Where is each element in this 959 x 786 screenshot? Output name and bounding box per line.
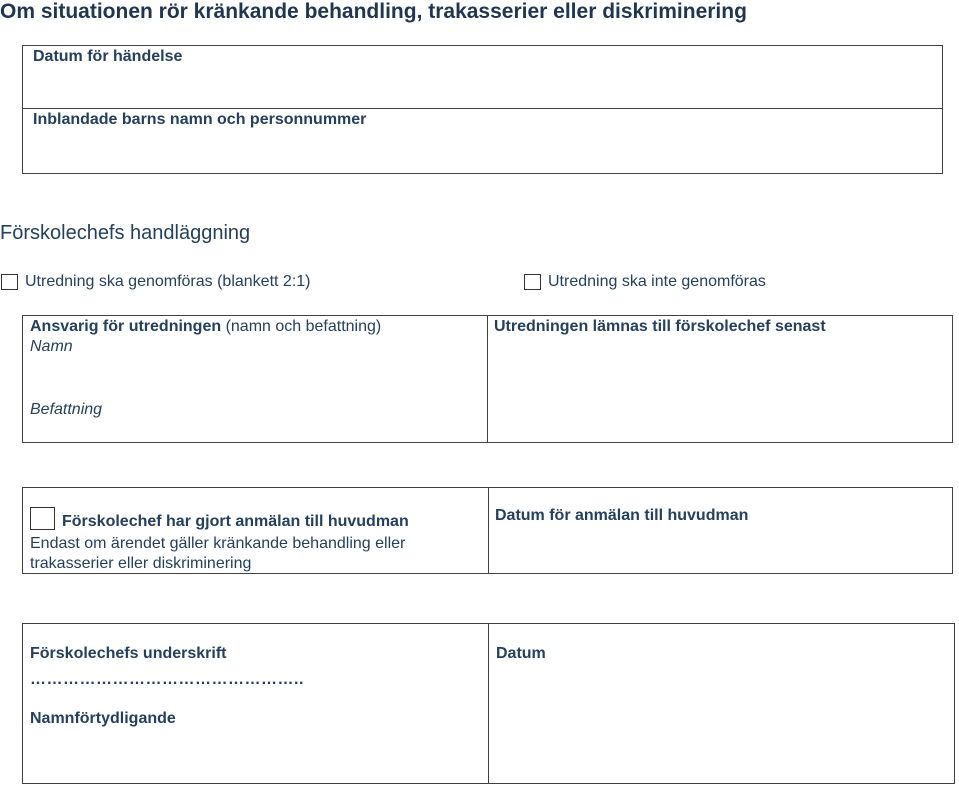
report-checkbox-label: Förskolechef har gjort anmälan till huvudman (62, 513, 409, 530)
deadline-field[interactable] (488, 340, 952, 442)
incident-date-label: Datum för händelse (33, 48, 183, 65)
divider (22, 108, 943, 109)
investigate-checkbox[interactable] (1, 274, 18, 290)
responsible-name-field[interactable] (23, 358, 486, 398)
handling-heading: Förskolechefs handläggning (0, 222, 251, 244)
signature-date-label: Datum (496, 645, 546, 662)
signature-date-field[interactable] (489, 667, 954, 783)
report-note-line2: trakasserier eller diskriminering (30, 555, 252, 572)
position-label: Befattning (30, 401, 103, 418)
name-clarification-label: Namnförtydligande (30, 710, 176, 727)
children-label: Inblandade barns namn och personnummer (33, 111, 367, 128)
no-investigation-label: Utredning ska inte genomföras (548, 273, 766, 290)
deadline-label: Utredningen lämnas till förskolechef senast (494, 318, 826, 335)
signature-line[interactable]: ………………………………………….. (30, 671, 304, 688)
report-date-label: Datum för anmälan till huvudman (495, 507, 749, 524)
responsible-label-bold: Ansvarig för utredningen (30, 318, 222, 335)
name-label: Namn (30, 338, 73, 355)
report-note-line1: Endast om ärendet gäller kränkande behandling eller (30, 535, 406, 552)
responsible-label (30, 318, 381, 336)
incident-date-field[interactable] (23, 70, 942, 107)
report-date-field[interactable] (489, 530, 952, 573)
children-field[interactable] (23, 133, 942, 172)
investigate-label: Utredning ska genomföras (blankett 2:1) (25, 273, 311, 290)
no-investigation-checkbox[interactable] (524, 274, 541, 290)
signature-label: Förskolechefs underskrift (30, 645, 227, 662)
page-title: Om situationen rör kränkande behandling, trakasserier eller diskriminering (0, 0, 747, 23)
responsible-label-normal: (namn och befattning) (225, 318, 382, 335)
report-checkbox[interactable] (30, 507, 55, 530)
responsible-position-field[interactable] (23, 420, 486, 442)
name-clarification-field[interactable] (23, 732, 487, 783)
